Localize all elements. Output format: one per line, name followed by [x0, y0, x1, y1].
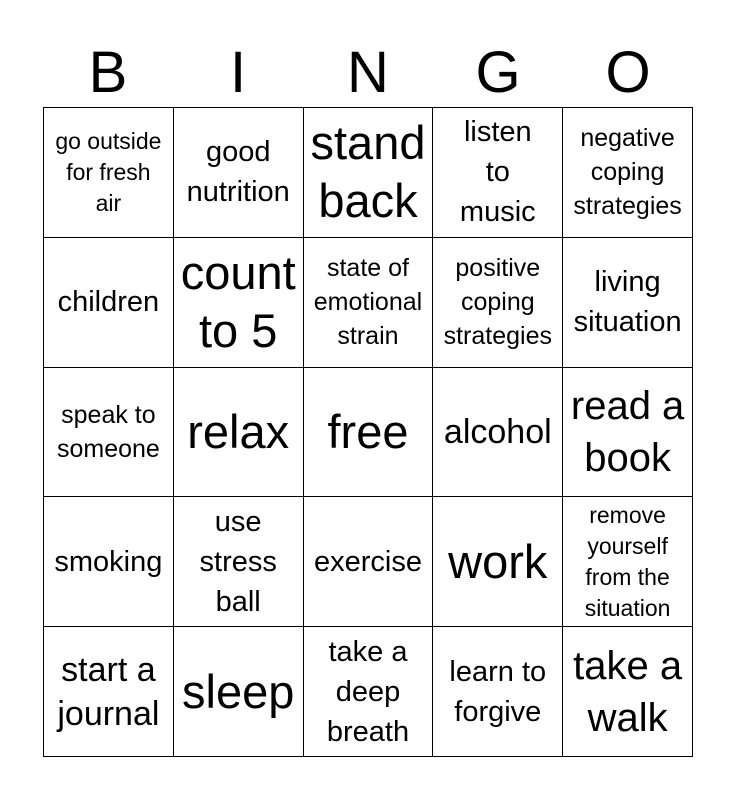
bingo-cell-r5c5[interactable]: [563, 627, 693, 757]
bingo-card-grid: [43, 107, 693, 757]
bingo-cell-text: sleep: [182, 664, 295, 718]
bingo-cell-r1c3[interactable]: [304, 108, 434, 238]
bingo-cell-r5c2[interactable]: [174, 627, 304, 757]
bingo-cell-text: remove yourself from the situation: [584, 501, 671, 621]
bingo-cell-r1c5[interactable]: [563, 108, 693, 238]
bingo-cell-r4c5[interactable]: [563, 497, 693, 627]
bingo-cell-text: relax: [187, 404, 290, 458]
bingo-cell-r4c4[interactable]: [433, 497, 563, 627]
bingo-cell-r1c1[interactable]: [44, 108, 174, 238]
bingo-cell-r3c5[interactable]: [563, 368, 693, 498]
bingo-cell-text: start a journal: [57, 650, 160, 733]
bingo-cell-text: work: [448, 534, 548, 588]
bingo-cell-text: use stress ball: [199, 505, 277, 618]
header-letter-b: B: [88, 40, 128, 105]
bingo-cell-r1c2[interactable]: [174, 108, 304, 238]
header-letter-g: G: [475, 40, 521, 105]
bingo-cell-text: negative coping strategies: [573, 124, 682, 221]
bingo-cell-r3c4[interactable]: [433, 368, 563, 498]
bingo-cell-text: stand back: [310, 116, 426, 228]
bingo-cell-r5c1[interactable]: [44, 627, 174, 757]
bingo-cell-text: positive coping strategies: [443, 254, 552, 351]
bingo-cell-r2c3[interactable]: [304, 238, 434, 368]
bingo-cell-text: count to 5: [180, 246, 296, 358]
header-letter-n: N: [347, 40, 389, 105]
bingo-cell-text: living situation: [573, 266, 682, 339]
bingo-cell-r3c3[interactable]: [304, 368, 434, 498]
bingo-cell-text: free: [327, 404, 409, 458]
bingo-cell-r5c4[interactable]: [433, 627, 563, 757]
bingo-header: [43, 40, 693, 106]
bingo-cell-text: speak to someone: [56, 400, 160, 463]
bingo-cell-r2c4[interactable]: [433, 238, 563, 368]
bingo-cell-text: read a book: [570, 383, 685, 480]
bingo-cell-r2c1[interactable]: [44, 238, 174, 368]
bingo-cell-text: children: [57, 286, 160, 319]
bingo-cell-r3c2[interactable]: [174, 368, 304, 498]
bingo-cell-text: take a deep breath: [326, 635, 410, 748]
bingo-cell-text: take a walk: [573, 643, 683, 740]
bingo-cell-r2c2[interactable]: [174, 238, 304, 368]
bingo-cell-r5c3[interactable]: [304, 627, 434, 757]
bingo-cell-r3c1[interactable]: [44, 368, 174, 498]
bingo-cell-r4c3[interactable]: [304, 497, 434, 627]
header-letter-o: O: [605, 40, 651, 105]
bingo-cell-text: exercise: [313, 545, 422, 578]
bingo-cell-text: good nutrition: [186, 136, 290, 209]
header-letter-i: I: [229, 40, 247, 105]
bingo-cell-text: alcohol: [443, 412, 552, 451]
bingo-cell-r4c1[interactable]: [44, 497, 174, 627]
bingo-cell-text: state of emotional strain: [313, 254, 423, 351]
bingo-cell-text: listen to music: [459, 116, 536, 229]
bingo-cell-text: smoking: [54, 545, 163, 578]
bingo-cell-text: go outside for fresh air: [55, 127, 162, 216]
bingo-cell-r1c4[interactable]: [433, 108, 563, 238]
bingo-cell-r2c5[interactable]: [563, 238, 693, 368]
bingo-cell-r4c2[interactable]: [174, 497, 304, 627]
bingo-cell-text: learn to forgive: [449, 655, 547, 728]
